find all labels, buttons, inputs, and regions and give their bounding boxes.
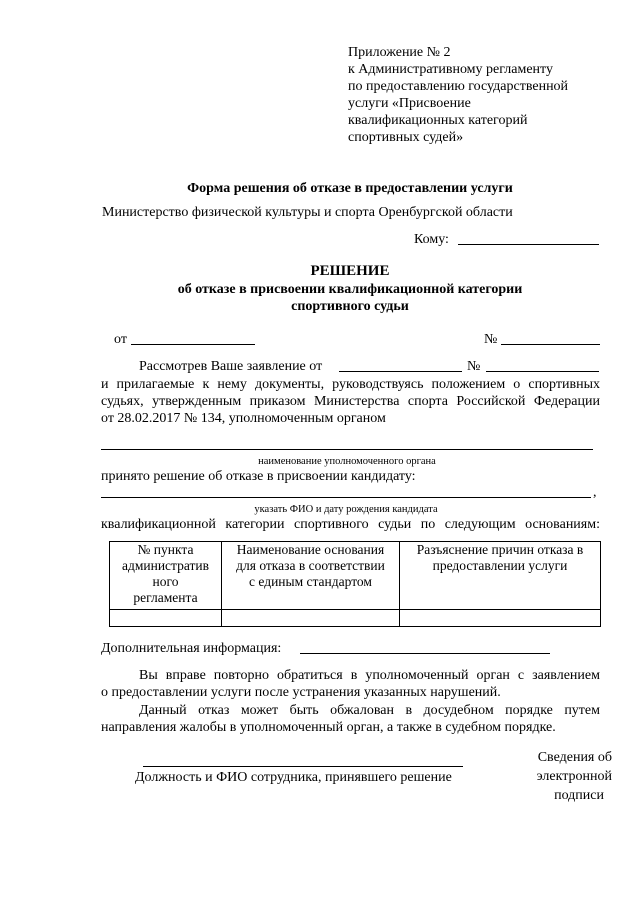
number-field[interactable] xyxy=(501,344,600,345)
body-line: и прилагаемые к нему документы, руководствуясь положением о спортивных xyxy=(101,377,600,392)
decision-subtitle: спортивного судьи xyxy=(291,299,409,314)
table-header-cell xyxy=(110,542,222,610)
table-header-cell xyxy=(222,542,400,610)
application-date-field[interactable] xyxy=(339,371,462,372)
position-field[interactable] xyxy=(143,766,463,767)
appendix-block xyxy=(348,44,608,146)
table-cell[interactable] xyxy=(222,610,400,627)
candidate-field[interactable] xyxy=(101,497,591,498)
header-text: для отказа в соответствии xyxy=(236,558,385,573)
header-text: административ xyxy=(121,558,210,573)
candidate-comma: , xyxy=(593,485,597,500)
appendix-line: по предоставлению государственной xyxy=(348,79,569,94)
body-line: судьях, утвержденным приказом Министерства спорта Российской Федерации xyxy=(101,394,600,409)
candidate-caption: указать ФИО и дату рождения кандидата xyxy=(254,504,438,515)
header-text: Разъяснение причин отказа в xyxy=(416,542,584,557)
header-text: № пункта xyxy=(137,542,194,557)
repeat-application-line: о предоставлении услуги после устранения указанных нарушений. xyxy=(101,685,501,700)
date-label: от xyxy=(114,332,127,347)
header-text: предоставлении услуги xyxy=(432,558,568,573)
grounds-line: квалификационной категории спортивного судьи по следующим основаниям: xyxy=(101,517,600,532)
header-text: с единым стандартом xyxy=(249,574,372,589)
to-field[interactable] xyxy=(458,244,599,245)
table-cell[interactable] xyxy=(400,610,601,627)
ministry-name: Министерство физической культуры и спорта Оренбургской области xyxy=(102,205,513,220)
to-label: Кому: xyxy=(414,232,449,247)
appendix-line: квалификационных категорий xyxy=(348,113,528,128)
esign-line: подписи xyxy=(554,788,604,803)
table-row xyxy=(110,610,601,627)
esign-block xyxy=(520,749,612,804)
additional-info-label: Дополнительная информация: xyxy=(101,641,282,656)
appendix-line: услуги «Присвоение xyxy=(348,96,471,111)
additional-info-field[interactable] xyxy=(300,653,550,654)
appendix-line: к Административному регламенту xyxy=(348,62,553,77)
table-cell[interactable] xyxy=(110,610,222,627)
authority-caption: наименование уполномоченного органа xyxy=(258,456,436,467)
application-number-label: № xyxy=(467,359,481,374)
decision-title: РЕШЕНИЕ xyxy=(310,263,390,279)
header-text: Наименование основания xyxy=(236,542,385,557)
appendix-line: Приложение № 2 xyxy=(348,45,451,60)
decision-subtitle: об отказе в присвоении квалификационной категории xyxy=(177,282,523,297)
position-label: Должность и ФИО сотрудника, принявшего решение xyxy=(135,770,452,785)
body-line: от 28.02.2017 № 134, уполномоченным органом xyxy=(101,411,386,426)
form-title: Форма решения об отказе в предоставлении услуги xyxy=(187,181,513,196)
header-text: ного xyxy=(152,574,179,589)
table-header-row xyxy=(110,542,601,610)
header-text: регламента xyxy=(133,590,198,605)
appendix-line: спортивных судей» xyxy=(348,130,464,145)
number-label: № xyxy=(484,332,498,347)
appeal-line: направления жалобы в уполномоченный орган, а также в судебном порядке. xyxy=(101,720,556,735)
grounds-table xyxy=(109,541,601,627)
esign-line: Сведения об xyxy=(537,750,612,765)
authority-field[interactable] xyxy=(101,449,593,450)
repeat-application-line: Вы вправе повторно обратиться в уполномоченный орган с заявлением xyxy=(139,668,600,683)
date-field[interactable] xyxy=(131,344,255,345)
table-header-cell xyxy=(400,542,601,610)
decision-line: принято решение об отказе в присвоении кандидату: xyxy=(101,469,416,484)
esign-line: электронной xyxy=(536,769,612,784)
appeal-line: Данный отказ может быть обжалован в досудебном порядке путем xyxy=(139,703,600,718)
application-number-field[interactable] xyxy=(486,371,599,372)
considered-label: Рассмотрев Ваше заявление от xyxy=(139,359,323,374)
